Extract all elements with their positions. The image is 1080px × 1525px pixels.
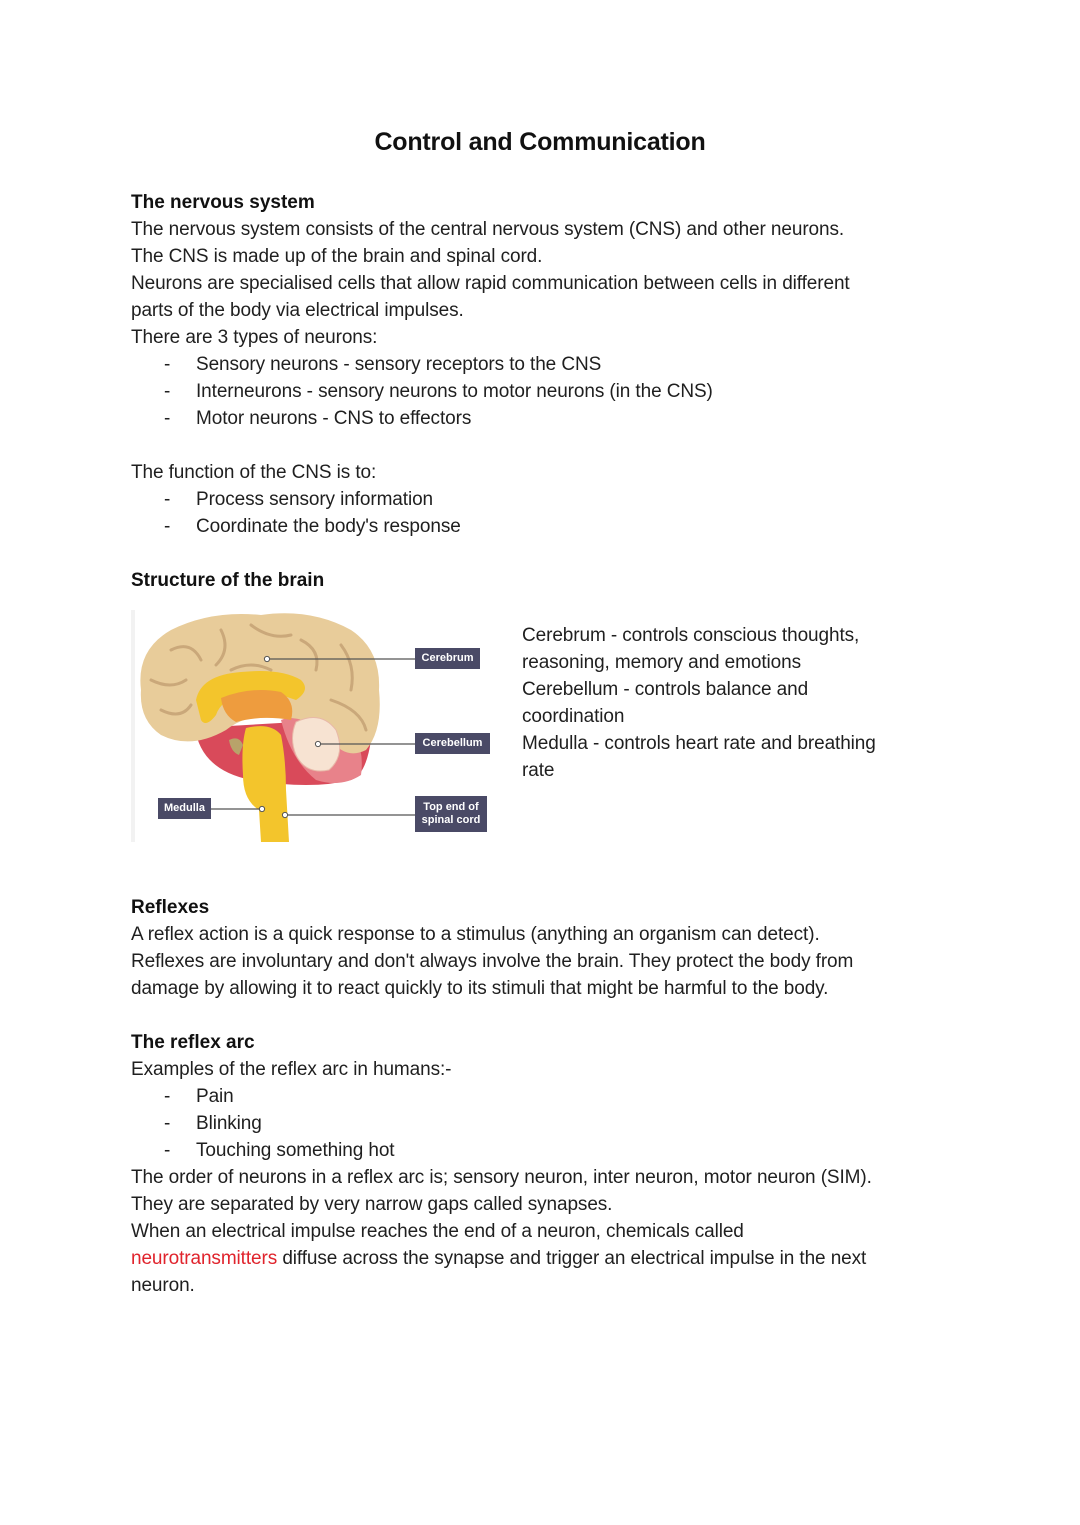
paragraph-line: Reflexes are involuntary and don't always involve the brain. They protect the body from: [131, 951, 854, 972]
list-item-text: Interneurons - sensory neurons to motor neurons (in the CNS): [196, 381, 713, 402]
list-item-text: Sensory neurons - sensory receptors to the CNS: [196, 354, 602, 375]
paragraph-line: The nervous system consists of the central nervous system (CNS) and other neurons.: [131, 219, 845, 240]
bullet-dash: -: [164, 1140, 171, 1161]
spacer: [131, 432, 961, 459]
section-nervous-system: [131, 189, 961, 567]
bullet-dash: -: [164, 408, 171, 429]
label-spinal-cord-line2: spinal cord: [421, 814, 481, 826]
highlighted-term: neurotransmitters: [131, 1248, 278, 1269]
page-title: Control and Communication: [374, 128, 706, 156]
section-reflex-arc: [131, 1029, 961, 1299]
list-item-text: Blinking: [196, 1113, 262, 1134]
description-line: Medulla - controls heart rate and breathing: [522, 733, 876, 754]
bullet-dash: -: [164, 516, 171, 537]
bullet-dash: -: [164, 489, 171, 510]
paragraph-line: There are 3 types of neurons:: [131, 327, 378, 348]
list-item: [131, 378, 961, 405]
list-item-text: Process sensory information: [196, 489, 434, 510]
list-item: [131, 513, 961, 540]
brain-descriptions: [522, 622, 942, 784]
paragraph-line: The CNS is made up of the brain and spinal cord.: [131, 246, 543, 267]
paragraph-line: Examples of the reflex arc in humans:-: [131, 1059, 452, 1080]
brain-row: [131, 594, 961, 894]
list-item-text: Touching something hot: [196, 1140, 395, 1161]
description-line: Cerebrum - controls conscious thoughts,: [522, 625, 860, 646]
bullet-dash: -: [164, 381, 171, 402]
list-item: [131, 486, 961, 513]
description-line: rate: [522, 760, 555, 781]
spacer: [131, 1002, 961, 1029]
paragraph-line: [131, 1245, 961, 1272]
paragraph-line: neuron.: [131, 1275, 195, 1296]
paragraph-line: Neurons are specialised cells that allow rapid communication between cells in different: [131, 273, 850, 294]
document-content: [131, 189, 961, 1299]
section-brain-structure: [131, 567, 961, 894]
section-heading: The reflex arc: [131, 1032, 255, 1053]
section-heading: The nervous system: [131, 192, 315, 213]
list-item-text: Pain: [196, 1086, 234, 1107]
list-item: [131, 405, 961, 432]
list-item-text: Motor neurons - CNS to effectors: [196, 408, 472, 429]
section-heading: Reflexes: [131, 897, 210, 918]
list-item: [131, 1110, 961, 1137]
list-item: [131, 1137, 961, 1164]
bullet-dash: -: [164, 1086, 171, 1107]
label-medulla: Medulla: [158, 798, 211, 819]
bullet-dash: -: [164, 354, 171, 375]
paragraph-line: parts of the body via electrical impulses.: [131, 300, 464, 321]
paragraph-line: A reflex action is a quick response to a stimulus (anything an organism can detect).: [131, 924, 820, 945]
label-spinal-cord: [415, 796, 487, 832]
label-spinal-cord-line1: Top end of: [423, 801, 479, 813]
list-item-text: Coordinate the body's response: [196, 516, 461, 537]
paragraph-text: diffuse across the synapse and trigger an electrical impulse in the next: [277, 1248, 867, 1269]
spacer: [131, 540, 961, 567]
paragraph-line: They are separated by very narrow gaps called synapses.: [131, 1194, 613, 1215]
list-item: [131, 1083, 961, 1110]
list-item: [131, 351, 961, 378]
label-cerebellum: Cerebellum: [415, 733, 490, 754]
label-cerebrum: Cerebrum: [415, 648, 480, 669]
description-line: coordination: [522, 706, 625, 727]
paragraph-line: When an electrical impulse reaches the end of a neuron, chemicals called: [131, 1221, 744, 1242]
section-heading: Structure of the brain: [131, 570, 325, 591]
description-line: Cerebellum - controls balance and: [522, 679, 809, 700]
section-reflexes: [131, 894, 961, 1029]
paragraph-line: The function of the CNS is to:: [131, 462, 377, 483]
bullet-dash: -: [164, 1113, 171, 1134]
paragraph-line: damage by allowing it to react quickly to its stimuli that might be harmful to the body.: [131, 978, 829, 999]
brain-diagram: [131, 610, 491, 842]
description-line: reasoning, memory and emotions: [522, 652, 801, 673]
paragraph-line: The order of neurons in a reflex arc is; sensory neuron, inter neuron, motor neuron (SIM).: [131, 1167, 872, 1188]
